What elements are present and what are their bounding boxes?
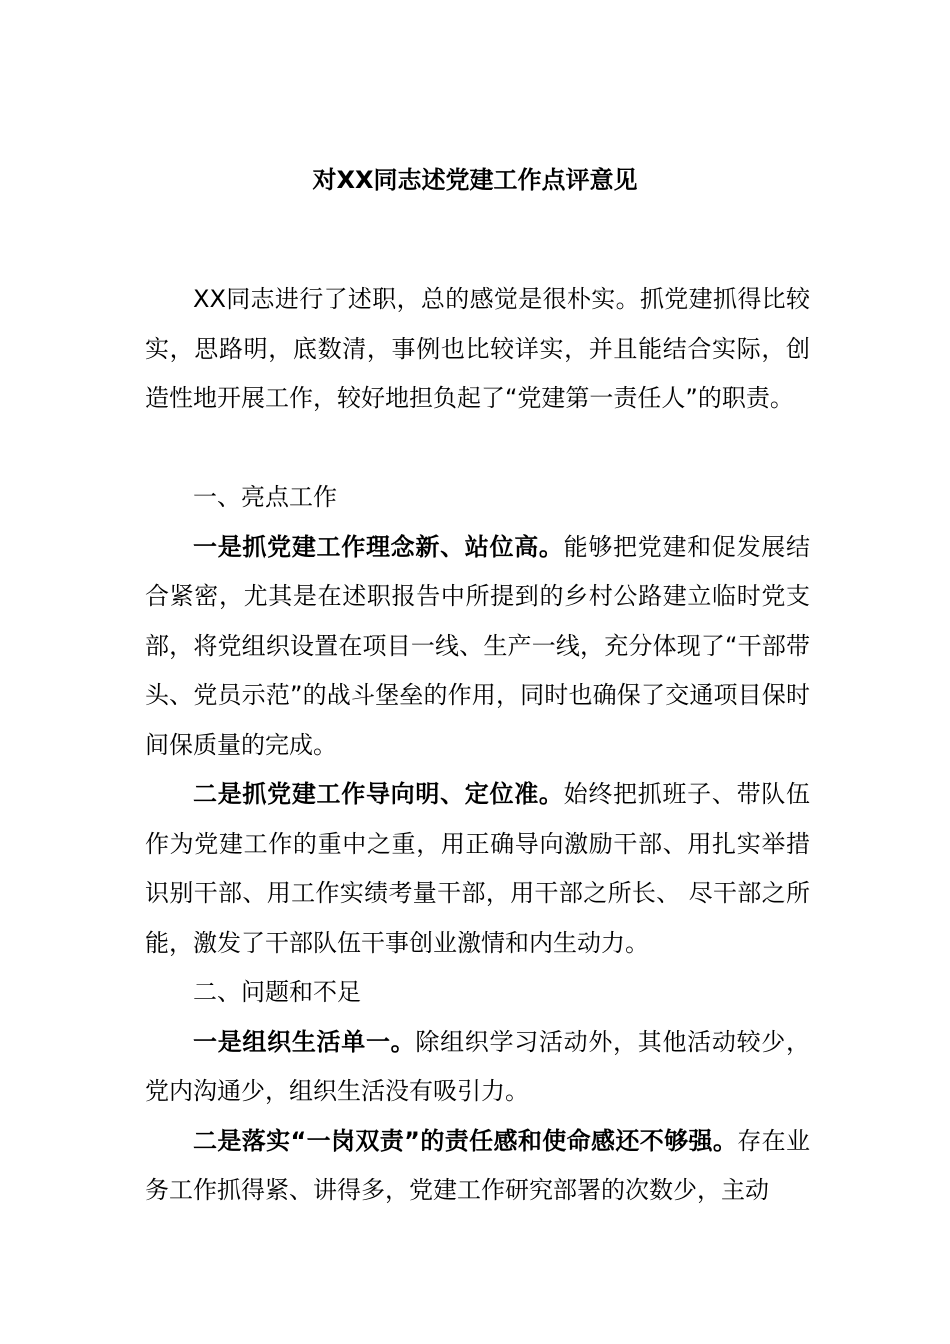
paragraph-spacer [145, 424, 810, 474]
problem-item-2-lead: 二是落实“一岗双责”的责任感和使命感还不够强。 [193, 1126, 738, 1155]
problem-item-2 [145, 1117, 810, 1216]
intro-paragraph: XX同志进行了述职，总的感觉是很朴实。抓党建抓得比较实，思路明，底数清，事例也比较详实，并且能结合实际，创造性地开展工作，较好地担负起了“党建第一责任人”的职责。 [145, 285, 810, 412]
highlight-item-2-lead: 二是抓党建工作导向明、定位准。 [193, 780, 564, 808]
problem-item-1-lead: 一是组织生活单一。 [193, 1027, 416, 1056]
problem-item-1 [145, 1018, 810, 1117]
document-body [145, 275, 810, 1216]
highlight-item-1 [145, 523, 810, 771]
highlight-item-1-lead: 一是抓党建工作理念新、站位高。 [193, 532, 564, 561]
document-title: 对XX同志述党建工作点评意见 [312, 166, 638, 194]
problem-item-1-text: 除组织学习活动外，其他活动较少，党内沟通少，组织生活没有吸引力。 [145, 1027, 810, 1105]
problem-item-2-text: 存在业务工作抓得紧、讲得多，党建工作研究部署的次数少，主动 [145, 1126, 811, 1204]
section-heading-problems: 二、问题和不足 [193, 978, 361, 1006]
section-heading-highlights: 一、亮点工作 [193, 483, 337, 511]
highlight-item-2 [145, 770, 810, 968]
highlight-item-2-text: 始终把抓班子、带队伍作为党建工作的重中之重，用正确导向激励干部、用扎实举措识别干部、用工作实绩考量干部，用干部之所长、 尽干部之所能，激发了干部队伍干事创业激情和内生动力。 [145, 780, 810, 957]
highlight-item-1-text: 能够把党建和促发展结合紧密，尤其是在述职报告中所提到的乡村公路建立临时党支部，将党组织设置在项目一线、生产一线，充分体现了“干部带头、党员示范”的战斗堡垒的作用，同时也确保了交通项目保时间保质量的完成。 [145, 532, 810, 759]
